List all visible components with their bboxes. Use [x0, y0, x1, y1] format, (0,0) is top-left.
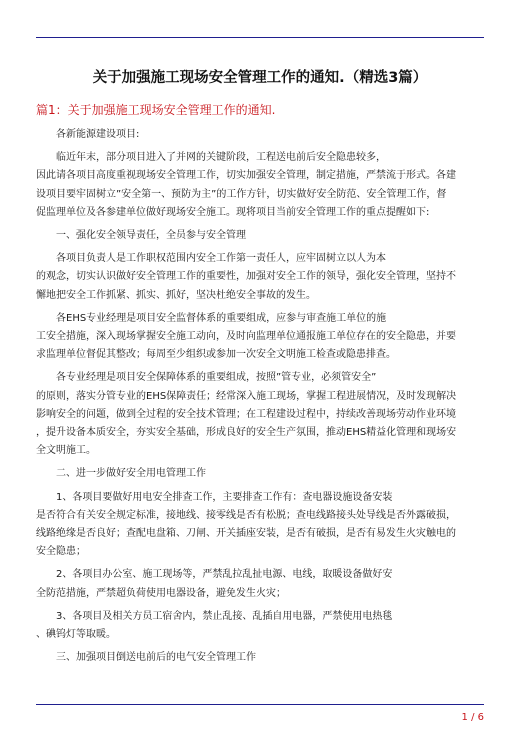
paragraph — [36, 489, 484, 562]
paragraph — [36, 608, 484, 644]
header-rule — [36, 37, 484, 38]
paragraph-line: 懈地把安全工作抓紧、抓实、抓好，坚决杜绝安全事故的发生。 — [36, 289, 316, 301]
paragraph — [36, 566, 484, 602]
paragraph-line: 因此请各项目高度重视现场安全管理工作，切实加强安全管理，制定措施，严禁流于形式。各建 — [36, 170, 456, 182]
paragraph-line: 求监理单位督促其整改；每周至少组织或参加一次安全文明施工检查或隐患排查。 — [36, 349, 396, 361]
paragraph-line: 各新能源建设项目: — [56, 129, 140, 140]
paragraph-line: 2、各项目办公室、施工现场等，严禁乱拉乱扯电源、电线，取暖设备做好安 — [56, 569, 393, 581]
paragraph-line: 各项目负责人是工作职权范围内安全工作第一责任人，应牢固树立以人为本 — [56, 253, 386, 265]
paragraph-line: 全防范措施，严禁超负荷使用电器设备，避免发生火灾； — [36, 587, 286, 599]
paragraph-line: 线路绝缘是否良好；查配电盘箱、刀闸、开关插座安装，是否有破损，是否有易发生火灾触电的 — [36, 528, 456, 540]
page-title: 关于加强施工现场安全管理工作的通知.（精选3篇） — [92, 70, 428, 86]
paragraph — [36, 310, 484, 365]
paragraph-line: 二、进一步做好安全用电管理工作 — [56, 468, 206, 480]
paragraph-line: 3、各项目及相关方员工宿舍内，禁止乱接、乱插自用电器，严禁使用电热毯 — [56, 610, 393, 622]
page-number: 1 / 6 — [461, 712, 484, 723]
paragraph — [36, 126, 484, 144]
paragraph-line: 影响安全的问题，做到全过程的安全技术管理；在工程建设过程中，持续改善现场劳动作业环境 — [36, 408, 456, 420]
paragraph-line: 临近年末，部分项目进入了并网的关键阶段，工程送电前后安全隐患较多， — [56, 152, 386, 164]
paragraph-line: 安全隐患； — [36, 546, 86, 558]
paragraph-line: 设项目要牢固树立”安全第一、预防为主”的工作方针，切实做好安全防范、安全管理工作，督 — [36, 188, 447, 200]
paragraph-line: 一、强化安全领导责任，全员参与安全管理 — [56, 230, 246, 242]
paragraph-line: 的观念，切实认识做好安全管理工作的重要性，加强对安全工作的领导，强化安全管理，坚持不 — [36, 271, 456, 283]
document-body — [36, 126, 484, 672]
paragraph-line: 促监理单位及各参建单位做好现场安全施工。现将项目当前安全管理工作的重点提醒如下: — [36, 206, 430, 218]
paragraph-line: 工安全措施，深入现场掌握安全施工动向，及时向监理单位通报施工单位存在的安全隐患，并要 — [36, 331, 456, 343]
paragraph — [36, 149, 484, 222]
paragraph-line: 、碘钨灯等取暖。 — [36, 629, 116, 641]
footer-rule — [36, 704, 484, 705]
paragraph-line: 1、各项目要做好用电安全排查工作，主要排查工作有：查电器设施设备安装 — [56, 491, 393, 503]
paragraph — [36, 369, 484, 460]
paragraph — [36, 227, 484, 245]
paragraph-line: 的原则，落实分管专业的EHS保障责任；经常深入施工现场，掌握工程进展情况，及时发现解决 — [36, 390, 457, 402]
paragraph — [36, 250, 484, 305]
paragraph-line: 是否符合有关安全规定标准，接地线、接零线是否有松脱；查电线路接头处导线是否外露破损， — [36, 509, 456, 521]
paragraph-line: 各EHS专业经理是项目安全监督体系的重要组成，应参与审查施工单位的施 — [56, 312, 387, 324]
paragraph — [36, 465, 484, 483]
paragraph-line: 全文明施工。 — [36, 445, 96, 457]
paragraph — [36, 649, 484, 667]
section-subtitle: 篇1：关于加强施工现场安全管理工作的通知. — [36, 103, 276, 117]
paragraph-line: 三、加强项目倒送电前后的电气安全管理工作 — [56, 652, 256, 664]
paragraph-line: ，提升设备本质安全，夯实安全基础，形成良好的安全生产氛围，推动EHS精益化管理和现场安 — [36, 427, 457, 439]
paragraph-line: 各专业经理是项目安全保障体系的重要组成，按照”管专业，必须管安全” — [56, 372, 377, 384]
